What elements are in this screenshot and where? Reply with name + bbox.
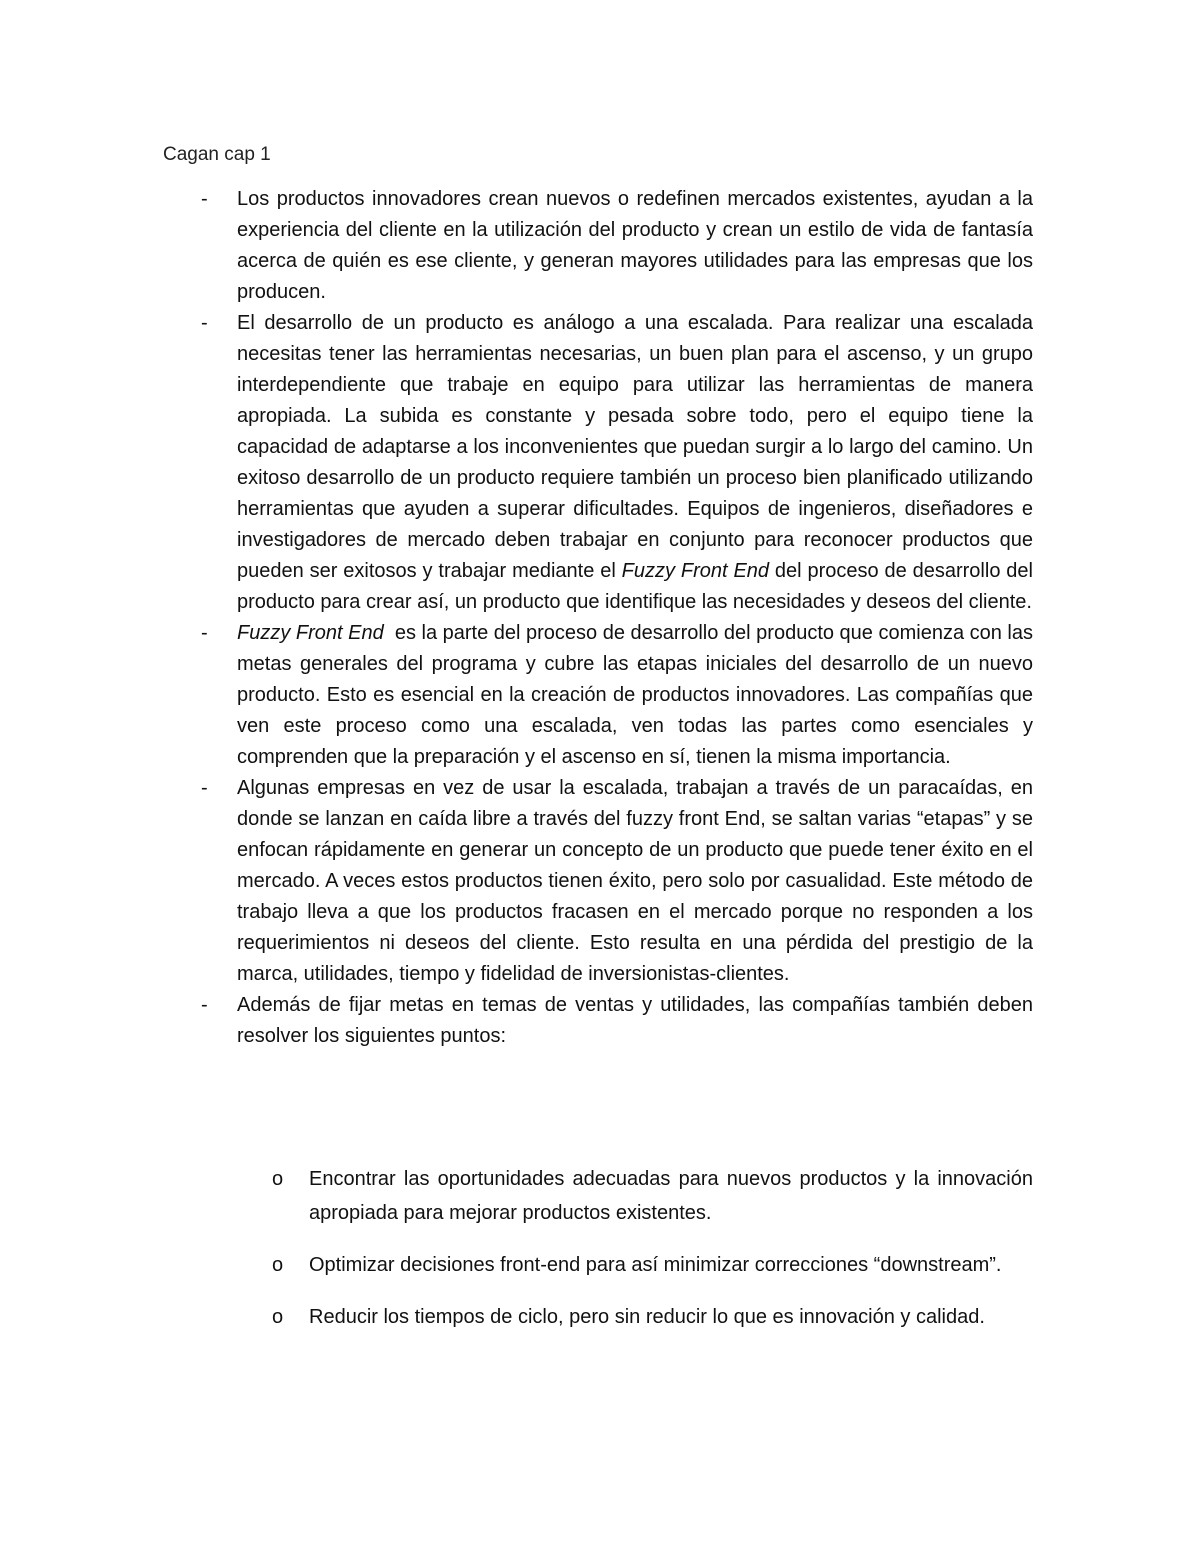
bullet-text xyxy=(237,622,1039,768)
sub-bullet-list xyxy=(0,1162,1200,1352)
sub-list-item xyxy=(0,1162,1033,1230)
sub-bullet-marker: o xyxy=(272,1168,284,1190)
bullet-marker: - xyxy=(201,777,208,799)
list-item xyxy=(0,184,1033,308)
sub-list-item xyxy=(0,1300,1033,1334)
sub-bullet-marker: o xyxy=(272,1306,284,1328)
bullet-list xyxy=(0,184,1200,1052)
bullet-marker: - xyxy=(201,994,208,1016)
list-item xyxy=(0,773,1033,990)
bullet-text xyxy=(237,312,1033,613)
sub-bullet-marker: o xyxy=(272,1254,284,1276)
list-item xyxy=(0,990,1033,1052)
emphasis-term: Fuzzy Front End xyxy=(621,560,770,582)
bullet-marker: - xyxy=(201,312,208,334)
sub-bullet-text: Optimizar decisiones front-end para así minimizar correcciones “downstream”. xyxy=(309,1254,1002,1276)
bullet-text-part: El desarrollo de un producto es análogo a una escalada. Para realizar una escalada necesitas tener las herramientas necesarias, un buen plan para el ascenso, y un grupo interdependiente que trabaje en equipo para utilizar las herramientas de manera apropiada. La subida es constante y pesada sobre todo, pero el equipo tiene la capacidad de adaptarse a los inconvenientes que puedan surgir a lo largo del camino. Un exitoso desarrollo de un producto requiere también un proceso bien planificado utilizando herramientas que ayuden a superar dificultades. Equipos de ingenieros, diseñadores e investigadores de mercado deben trabajar en conjunto para reconocer productos que pueden ser exitosos y trabajar mediante el xyxy=(237,312,1033,582)
bullet-text-part: del proceso de desarrollo del producto para crear así, un producto que identifique las necesidades y deseos del cliente. xyxy=(237,560,1033,613)
bullet-marker: - xyxy=(201,188,208,210)
list-item xyxy=(0,308,1033,618)
bullet-text: Los productos innovadores crean nuevos o redefinen mercados existentes, ayudan a la experiencia del cliente en la utilización del producto y crean un estilo de vida de fantasía acerca de quién es ese cliente, y generan mayores utilidades para las empresas que los producen. xyxy=(237,188,1033,303)
document-title: Cagan cap 1 xyxy=(163,144,271,165)
list-item xyxy=(0,618,1039,773)
bullet-text: Además de fijar metas en temas de ventas y utilidades, las compañías también deben resolver los siguientes puntos: xyxy=(237,994,1033,1047)
bullet-text: Algunas empresas en vez de usar la escalada, trabajan a través de un paracaídas, en donde se lanzan en caída libre a través del fuzzy front End, se saltan varias “etapas” y se enfocan rápidamente en generar un concepto de un producto que puede tener éxito en el mercado. A veces estos productos tienen éxito, pero solo por casualidad. Este método de trabajo lleva a que los productos fracasen en el mercado porque no responden a los requerimientos ni deseos del cliente. Esto resulta en una pérdida del prestigio de la marca, utilidades, tiempo y fidelidad de inversionistas-clientes. xyxy=(237,777,1033,985)
emphasis-term: Fuzzy Front End xyxy=(237,622,384,644)
bullet-marker: - xyxy=(201,622,208,644)
bullet-text-part: es la parte del proceso de desarrollo del producto que comienza con las metas generales del programa y cubre las etapas iniciales del desarrollo de un nuevo producto. Esto es esencial en la creación de productos innovadores. Las compañías que ven este proceso como una escalada, ven todas las partes como esenciales y comprenden que la preparación y el ascenso en sí, tienen la misma importancia. xyxy=(237,622,1039,768)
sub-bullet-text: Encontrar las oportunidades adecuadas para nuevos productos y la innovación apropiada para mejorar productos existentes. xyxy=(309,1168,1033,1224)
sub-bullet-text: Reducir los tiempos de ciclo, pero sin reducir lo que es innovación y calidad. xyxy=(309,1306,985,1328)
sub-list-item xyxy=(0,1248,1033,1282)
